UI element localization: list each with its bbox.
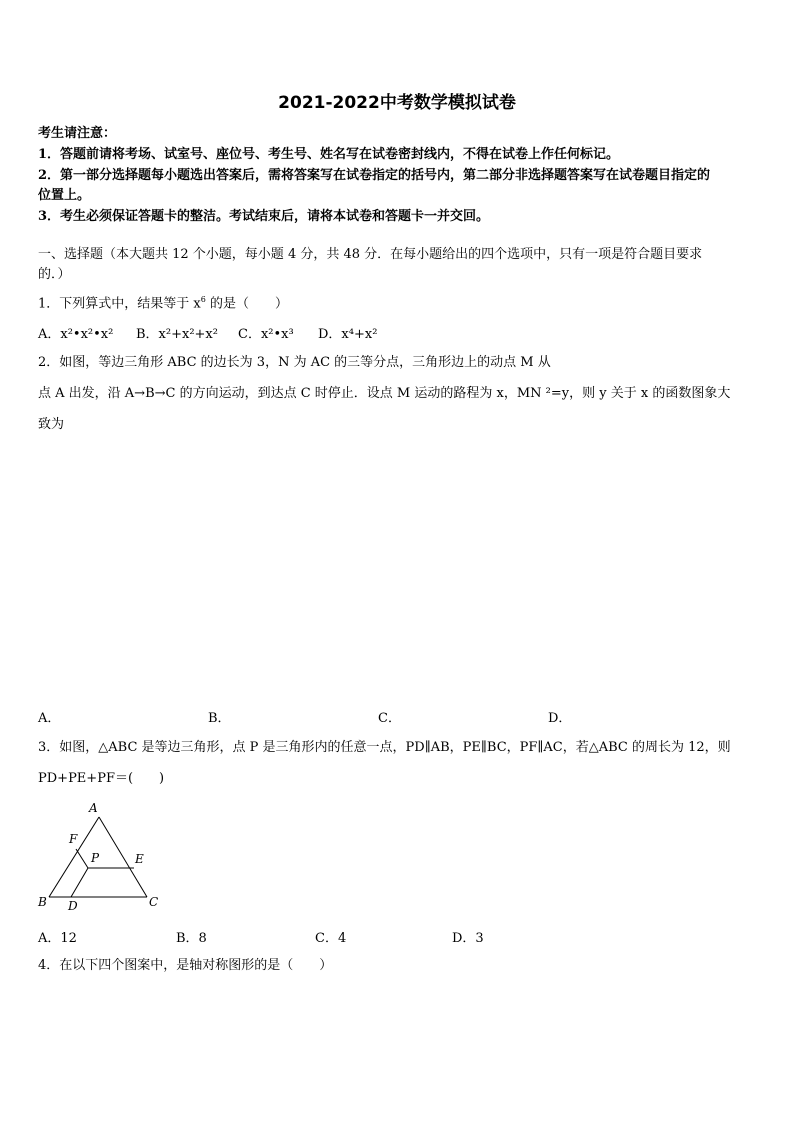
segment-pd: [71, 868, 88, 897]
question-1-stem-exponent: 6: [200, 295, 206, 304]
notice-item-2: 2．第一部分选择题每小题选出答案后，需将答案写在试卷指定的括号内，第二部分非选择题答案写在试卷题目指定的: [38, 168, 711, 183]
page-title: 2021-2022中考数学模拟试卷: [278, 93, 516, 113]
notice-item-3: 3．考生必须保证答题卡的整洁。考试结束后，请将本试卷和答题卡一并交回。: [38, 209, 490, 224]
question-1-stem-post: 的是（ ）: [205, 296, 288, 312]
question-3-option-d[interactable]: D．3: [452, 931, 484, 946]
notice-item-2-cont: 位置上。: [38, 188, 91, 203]
question-4-stem: 4．在以下四个图案中，是轴对称图形的是（ ）: [38, 958, 333, 973]
question-2-option-b[interactable]: B．: [208, 711, 231, 726]
question-1-option-d[interactable]: D．x⁴+x²: [318, 327, 378, 342]
question-3-line1: 3．如图，△ABC 是等边三角形，点 P 是三角形内的任意一点，PD∥AB，PE∥BC，PF∥AC，若△ABC 的周长为 12，则: [38, 740, 731, 755]
question-1-stem-pre: 1．下列算式中，结果等于 x: [38, 296, 201, 312]
label-f: F: [69, 832, 78, 846]
section-heading-line1: 一、选择题（本大题共 12 个小题，每小题 4 分，共 48 分．在每小题给出的四个选项中，只有一项是符合题目要求: [38, 247, 703, 262]
question-1-option-b[interactable]: B．x²+x²+x²: [136, 327, 218, 342]
question-3-option-b[interactable]: B．8: [176, 931, 207, 946]
triangle-figure: [36, 800, 166, 915]
label-a: A: [89, 801, 98, 815]
label-e: E: [135, 852, 144, 866]
question-2-line1: 2．如图，等边三角形 ABC 的边长为 3，N 为 AC 的三等分点，三角形边上的动点 M 从: [38, 355, 551, 370]
segment-pf: [76, 849, 88, 868]
question-2-option-c[interactable]: C．: [378, 711, 401, 726]
notice-item-1: 1．答题前请将考场、试室号、座位号、考生号、姓名写在试卷密封线内，不得在试卷上作任何标记。: [38, 147, 620, 162]
question-3-option-a[interactable]: A．12: [38, 931, 77, 946]
question-3-line2: PD+PE+PF＝( ): [38, 771, 165, 786]
question-2-option-d[interactable]: D．: [548, 711, 572, 726]
question-2-line3: 致为: [38, 417, 65, 432]
label-p: P: [91, 851, 100, 865]
question-2-line2: 点 A 出发，沿 A→B→C 的方向运动，到达点 C 时停止．设点 M 运动的路程为 x，MN ²=y，则 y 关于 x 的函数图象大: [38, 386, 731, 401]
section-heading-line2: 的．）: [38, 267, 71, 282]
notice-heading: 考生请注意：: [38, 126, 117, 141]
question-1-option-c[interactable]: C．x²•x³: [238, 327, 294, 342]
label-d: D: [68, 899, 78, 913]
question-3-option-c[interactable]: C．4: [315, 931, 347, 946]
question-1-option-a[interactable]: A．x²•x²•x²: [38, 327, 114, 342]
question-1-stem: [38, 292, 288, 312]
label-b: B: [38, 895, 47, 909]
label-c: C: [149, 895, 159, 909]
question-2-option-a[interactable]: A．: [38, 711, 61, 726]
